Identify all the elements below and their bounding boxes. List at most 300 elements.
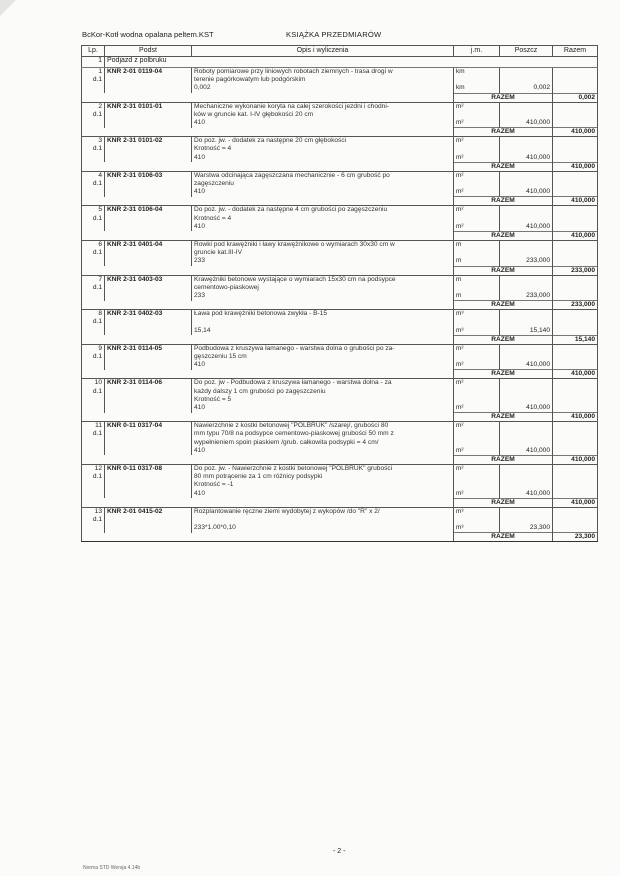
spacer	[502, 345, 550, 353]
item-unit-cell	[454, 275, 500, 301]
sum-row	[82, 93, 598, 102]
item-unit: m²	[456, 118, 464, 126]
item-unit-cell	[454, 379, 500, 413]
table-row	[82, 275, 598, 301]
item-unit-cell	[454, 310, 500, 336]
sum-value: 15,140	[553, 335, 598, 344]
item-description-line: Do poz. jw. - dodatek za następne 4 cm grubości po zagęszczeniu	[194, 206, 388, 214]
item-total-cell-empty	[553, 240, 598, 266]
item-unit-cell	[454, 507, 500, 533]
item-description	[192, 310, 454, 336]
item-unit	[456, 284, 497, 292]
item-total-cell-empty	[553, 344, 598, 370]
sum-value: 410,000	[553, 231, 598, 240]
sum-row	[82, 335, 598, 344]
item-unit: m²	[456, 489, 464, 497]
item-unit	[456, 473, 497, 481]
item-unit	[456, 180, 497, 188]
item-number: 11	[95, 422, 102, 430]
sum-spacer	[82, 231, 454, 240]
item-unit: m²	[456, 361, 464, 369]
table-row	[82, 68, 598, 94]
item-code: KNR 2-31 0114-06	[107, 379, 162, 387]
table-row	[82, 422, 598, 456]
item-code: KNR 0-11 0317-08	[107, 464, 162, 472]
item-unit: km	[456, 84, 465, 92]
item-unit	[456, 388, 497, 396]
sum-row	[82, 301, 598, 310]
table-row	[82, 344, 598, 370]
item-code: KNR 2-31 0114-05	[107, 344, 162, 352]
col-partial: Poszcz	[500, 46, 553, 57]
item-unit: m²	[456, 188, 464, 196]
item-sub-label: d.1	[92, 179, 102, 187]
sum-label: RAZEM	[454, 93, 553, 102]
item-description-line: 410	[194, 489, 206, 497]
document-title: KSIĄŻKA PRZEDMIARÓW	[286, 30, 382, 39]
item-description-line: Roboty pomiarowe przy liniowych robotach ziemnych - trasa drogi w	[194, 68, 393, 75]
item-sub-label: d.1	[92, 214, 102, 222]
item-code: KNR 2-31 0401-04	[107, 240, 163, 248]
spacer	[502, 430, 550, 438]
item-unit	[456, 481, 497, 489]
item-description-line: Mechaniczne wykonanie koryta na całej szerokości jezdni i chodni-	[194, 102, 389, 110]
item-description-line: 233	[194, 257, 206, 265]
item-unit-cell	[454, 68, 500, 94]
item-unit: m²	[456, 422, 464, 430]
sum-row	[82, 370, 598, 379]
table-header-row	[82, 46, 598, 57]
spacer	[502, 516, 550, 524]
sum-label: RAZEM	[454, 498, 553, 507]
item-description	[192, 206, 454, 232]
item-sub-label: d.1	[92, 387, 102, 395]
sum-label: RAZEM	[454, 455, 553, 464]
item-unit: m³	[456, 310, 464, 318]
spacer	[502, 439, 550, 447]
item-description-line: gruncie kat.III-IV	[194, 249, 243, 257]
software-version: Norma STD Wersja 4.14b	[83, 865, 141, 871]
item-quantity: 410,000	[526, 403, 550, 411]
item-description	[192, 507, 454, 533]
sum-row	[82, 413, 598, 422]
item-unit: m²	[456, 102, 464, 110]
item-code-cell	[105, 171, 192, 197]
item-unit-cell	[454, 137, 500, 163]
item-quantity: 410,000	[526, 361, 550, 369]
item-lp	[82, 102, 105, 128]
item-unit	[456, 353, 497, 361]
item-description-line: Do poz. jw. - Nawierzchnie z kostki betonowej "POLBRUK" grubości	[194, 464, 393, 472]
spacer	[502, 241, 550, 249]
spacer	[502, 111, 550, 119]
item-description-line: każdy dalszy 1 cm grubości po zagęszczeniu	[194, 387, 326, 395]
item-total-cell-empty	[553, 102, 598, 128]
sum-spacer	[82, 197, 454, 206]
sum-label: RAZEM	[454, 335, 553, 344]
item-code-cell	[105, 507, 192, 533]
item-lp	[82, 206, 105, 232]
item-quantity: 410,000	[526, 153, 550, 161]
item-unit-cell	[454, 102, 500, 128]
item-quantity: 233,000	[526, 291, 550, 299]
item-code: KNR 2-01 0119-04	[107, 68, 162, 75]
item-quantity-cell	[500, 102, 553, 128]
sum-label: RAZEM	[454, 128, 553, 137]
sum-row	[82, 455, 598, 464]
item-unit: m³	[456, 507, 464, 515]
spacer	[502, 353, 550, 361]
item-description-line: Rowki pod krawężniki i ławy krawężnikowe o wymiarach 30x30 cm w	[194, 240, 395, 248]
item-description-line: mm typu 70/8 na podsypce cementowo-piaskowej grubości 50 mm z	[194, 430, 394, 438]
item-unit: m²	[456, 171, 464, 179]
item-sub-label: d.1	[92, 145, 102, 153]
item-unit-cell	[454, 171, 500, 197]
item-quantity: 410,000	[526, 489, 550, 497]
item-description-line: 410	[194, 118, 206, 126]
sum-spacer	[82, 335, 454, 344]
item-total-cell-empty	[553, 206, 598, 232]
item-unit	[456, 111, 497, 119]
sum-value: 410,000	[553, 197, 598, 206]
item-description-line: 410	[194, 361, 206, 369]
item-unit	[456, 215, 497, 223]
sum-row	[82, 498, 598, 507]
item-lp	[82, 275, 105, 301]
sum-label: RAZEM	[454, 162, 553, 171]
item-code: KNR 0-11 0317-04	[107, 422, 162, 430]
file-name: BcKor-Kotł wodna opalana peltem.KST	[82, 30, 214, 39]
item-code-cell	[105, 344, 192, 370]
section-title: Podjazd z polbruku	[105, 57, 598, 68]
spacer	[502, 145, 550, 153]
item-sub-label: d.1	[92, 76, 102, 84]
item-sub-label: d.1	[92, 430, 102, 438]
table-row	[82, 240, 598, 266]
item-description-line: 410	[194, 446, 206, 454]
item-quantity-cell	[500, 275, 553, 301]
item-lp	[82, 68, 105, 94]
item-description-line: Krawężniki betonowe wystające o wymiarach 15x30 cm na podsypce	[194, 275, 396, 283]
item-description	[192, 137, 454, 163]
item-total-cell-empty	[553, 464, 598, 498]
item-description	[192, 464, 454, 498]
item-sub-label: d.1	[92, 110, 102, 118]
item-description-line: Ława pod krawężniki betonowa zwykła - B-15	[194, 310, 328, 318]
sum-label: RAZEM	[454, 370, 553, 379]
spacer	[502, 422, 550, 430]
sum-label: RAZEM	[454, 197, 553, 206]
sum-value: 410,000	[553, 370, 598, 379]
item-quantity-cell	[500, 68, 553, 94]
sum-row	[82, 128, 598, 137]
item-unit-cell	[454, 206, 500, 232]
item-description	[192, 240, 454, 266]
table-row	[82, 102, 598, 128]
spacer	[502, 481, 550, 489]
sum-spacer	[82, 413, 454, 422]
item-number: 1	[98, 68, 102, 75]
item-description-line: cementowo-piaskowej	[194, 283, 259, 291]
item-unit: m²	[456, 464, 464, 472]
item-code-cell	[105, 102, 192, 128]
sum-value: 410,000	[553, 498, 598, 507]
item-sub-label: d.1	[92, 352, 102, 360]
sum-spacer	[82, 301, 454, 310]
item-code-cell	[105, 464, 192, 498]
item-code-cell	[105, 275, 192, 301]
col-lp: Lp.	[82, 46, 105, 57]
table-row	[82, 171, 598, 197]
sum-value: 410,000	[553, 455, 598, 464]
item-unit: m²	[456, 446, 464, 454]
item-quantity-cell	[500, 379, 553, 413]
item-quantity: 23,300	[529, 524, 550, 532]
item-total-cell-empty	[553, 310, 598, 336]
item-total-cell-empty	[553, 171, 598, 197]
item-code-cell	[105, 422, 192, 456]
spacer	[502, 473, 550, 481]
sum-row	[82, 197, 598, 206]
item-description-line: Do poz. jw. - dodatek za następne 20 cm głębokości	[194, 137, 347, 145]
item-description	[192, 344, 454, 370]
item-quantity: 410,000	[526, 222, 550, 230]
sum-spacer	[82, 370, 454, 379]
item-code-cell	[105, 379, 192, 413]
item-code: KNR 2-31 0106-03	[107, 171, 163, 179]
item-sub-label: d.1	[92, 318, 102, 326]
item-unit-cell	[454, 344, 500, 370]
sum-label: RAZEM	[454, 231, 553, 240]
item-unit: m	[456, 275, 462, 283]
item-unit	[456, 516, 497, 524]
item-unit: m²	[456, 153, 464, 161]
measurement-table	[81, 45, 598, 542]
item-description-line: terenie pagórkowatym lub podgórskim	[194, 76, 306, 84]
item-description-line	[194, 318, 451, 326]
spacer	[502, 276, 550, 284]
item-quantity: 410,000	[526, 446, 550, 454]
item-description	[192, 275, 454, 301]
item-description	[192, 422, 454, 456]
spacer	[502, 379, 550, 387]
section-lp: 1	[82, 57, 105, 68]
item-code-cell	[105, 206, 192, 232]
table-row	[82, 379, 598, 413]
item-unit: m²	[456, 206, 464, 214]
item-unit: m	[456, 240, 462, 248]
item-description-line: 233*1.00*0,10	[194, 524, 236, 532]
item-description	[192, 68, 454, 94]
item-number: 12	[94, 464, 102, 472]
item-unit: m	[456, 291, 462, 299]
sum-label: RAZEM	[454, 533, 553, 542]
item-code: KNR 2-31 0403-03	[107, 275, 163, 283]
sum-value: 410,000	[553, 162, 598, 171]
spacer	[502, 508, 550, 516]
item-number: 13	[94, 507, 102, 515]
item-number: 3	[98, 137, 102, 145]
item-quantity-cell	[500, 507, 553, 533]
sum-value: 233,000	[553, 301, 598, 310]
item-unit	[456, 396, 497, 404]
item-description-line: wypełnieniem spoin piaskiem /grub. całkowita podsypki = 4 cm/	[194, 438, 379, 446]
item-quantity: 410,000	[526, 118, 550, 126]
item-unit: m³	[456, 326, 464, 334]
sum-spacer	[82, 128, 454, 137]
item-number: 7	[98, 275, 102, 283]
sum-spacer	[82, 455, 454, 464]
item-code: KNR 2-31 0402-03	[107, 310, 163, 318]
item-lp	[82, 379, 105, 413]
item-unit: m²	[456, 344, 464, 352]
page-number: - 2 -	[333, 848, 346, 855]
table-row	[82, 507, 598, 533]
item-quantity: 15,140	[529, 326, 550, 334]
item-unit	[456, 430, 497, 438]
item-unit	[456, 76, 497, 84]
item-code: KNR 2-31 0101-01	[107, 102, 163, 110]
sum-row	[82, 162, 598, 171]
item-unit: m²	[456, 222, 464, 230]
item-lp	[82, 344, 105, 370]
item-code: KNR 2-31 0101-02	[107, 137, 163, 145]
spacer	[502, 465, 550, 473]
sum-spacer	[82, 93, 454, 102]
item-total-cell-empty	[553, 422, 598, 456]
item-code-cell	[105, 310, 192, 336]
spacer	[502, 284, 550, 292]
item-quantity-cell	[500, 137, 553, 163]
item-code-cell	[105, 240, 192, 266]
item-lp	[82, 310, 105, 336]
col-total: Razem	[553, 46, 598, 57]
item-number: 5	[98, 206, 102, 214]
spacer	[502, 103, 550, 111]
item-unit: m²	[456, 403, 464, 411]
item-quantity: 0,002	[533, 84, 550, 92]
item-lp	[82, 240, 105, 266]
item-description-line: 410	[194, 222, 206, 230]
spacer	[502, 76, 550, 84]
item-code-cell	[105, 68, 192, 94]
section-row	[82, 57, 598, 68]
item-description-line: ków w gruncie kat. I-IV głębokości 20 cm	[194, 110, 314, 118]
sum-value: 233,000	[553, 266, 598, 275]
item-description-line: 15,14	[194, 326, 211, 334]
item-total-cell-empty	[553, 275, 598, 301]
item-total-cell-empty	[553, 68, 598, 94]
item-unit: m²	[456, 379, 464, 387]
item-lp	[82, 507, 105, 533]
spacer	[502, 206, 550, 214]
sum-value: 410,000	[553, 413, 598, 422]
sum-spacer	[82, 162, 454, 171]
spacer	[502, 310, 550, 318]
item-total-cell-empty	[553, 137, 598, 163]
item-lp	[82, 422, 105, 456]
sum-label: RAZEM	[454, 266, 553, 275]
table-row	[82, 310, 598, 336]
item-unit: m³	[456, 524, 464, 532]
item-description-line	[194, 516, 451, 524]
item-unit-cell	[454, 464, 500, 498]
spacer	[502, 215, 550, 223]
item-sub-label: d.1	[92, 515, 102, 523]
item-description-line: Podbudowa z kruszywa łamanego - warstwa dolna o grubości po za-	[194, 344, 395, 352]
spacer	[502, 388, 550, 396]
sum-row	[82, 231, 598, 240]
sum-row	[82, 266, 598, 275]
item-description-line: gęszczeniu 15 cm	[194, 352, 247, 360]
spacer	[502, 180, 550, 188]
sum-spacer	[82, 266, 454, 275]
spacer	[502, 68, 550, 76]
item-unit	[456, 145, 497, 153]
sum-label: RAZEM	[454, 413, 553, 422]
sum-spacer	[82, 498, 454, 507]
item-number: 10	[94, 379, 102, 387]
item-unit	[456, 318, 497, 326]
item-quantity-cell	[500, 310, 553, 336]
item-total-cell-empty	[553, 507, 598, 533]
item-description-line: Krotność = -1	[194, 481, 234, 489]
item-description	[192, 379, 454, 413]
spacer	[502, 172, 550, 180]
item-lp	[82, 464, 105, 498]
sum-spacer	[82, 533, 454, 542]
item-description-line: Nawierzchnie z kostki betonowej "POLBRUK" /szarej/, grubości 80	[194, 422, 389, 430]
item-description-line: Krotność = 4	[194, 214, 232, 222]
item-number: 2	[98, 102, 102, 110]
item-unit-cell	[454, 240, 500, 266]
item-number: 9	[98, 344, 102, 352]
item-description-line: 233	[194, 291, 206, 299]
item-description-line: 80 mm potrącenie za 1 cm różnicy podsypki	[194, 473, 323, 481]
spacer	[502, 137, 550, 145]
col-description: Opis i wyliczenia	[192, 46, 454, 57]
item-description-line: 410	[194, 403, 206, 411]
item-quantity-cell	[500, 344, 553, 370]
item-quantity-cell	[500, 422, 553, 456]
item-lp	[82, 137, 105, 163]
item-unit: m²	[456, 137, 464, 145]
item-description	[192, 102, 454, 128]
item-unit	[456, 249, 497, 257]
item-sub-label: d.1	[92, 473, 102, 481]
item-quantity-cell	[500, 240, 553, 266]
item-number: 8	[98, 310, 102, 318]
item-number: 4	[98, 171, 102, 179]
item-description-line: Krotność = 4	[194, 145, 232, 153]
sum-value: 23,300	[553, 533, 598, 542]
item-sub-label: d.1	[92, 283, 102, 291]
col-basis: Podst	[105, 46, 192, 57]
item-description-line: Krotność = 5	[194, 395, 232, 403]
item-code: KNR 2-01 0415-02	[107, 507, 163, 515]
item-description-line: 410	[194, 188, 206, 196]
sum-value: 410,000	[553, 128, 598, 137]
item-description-line: 0,002	[194, 84, 211, 92]
sum-row	[82, 533, 598, 542]
item-description-line: Do poz. jw - Podbudowa z kruszywa łamanego - warstwa dolna - za	[194, 379, 392, 387]
item-sub-label: d.1	[92, 249, 102, 257]
spacer	[502, 396, 550, 404]
item-quantity: 410,000	[526, 188, 550, 196]
item-quantity-cell	[500, 464, 553, 498]
item-total-cell-empty	[553, 379, 598, 413]
col-unit: j.m.	[454, 46, 500, 57]
